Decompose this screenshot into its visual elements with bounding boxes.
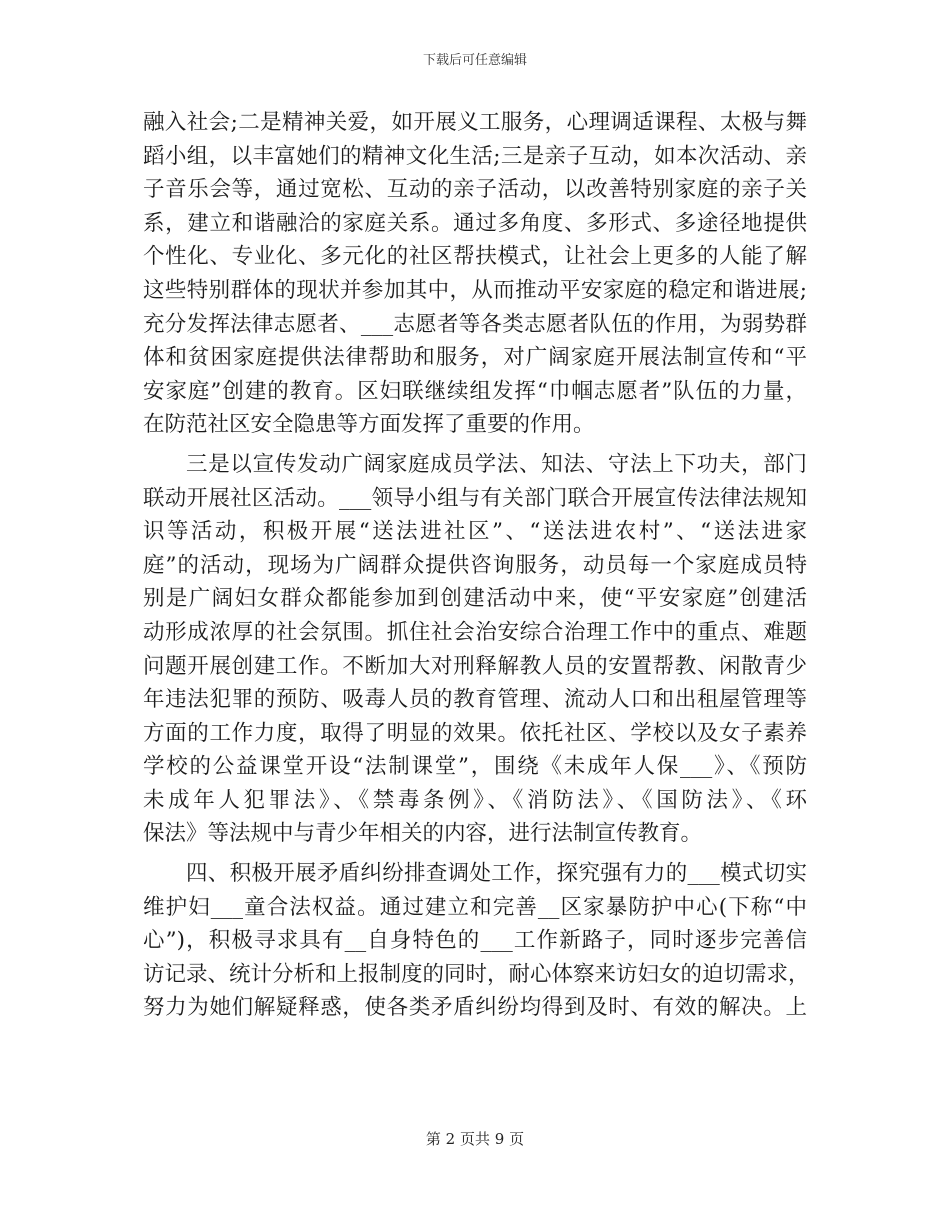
text-line: 联动开展社区活动。___领导小组与有关部门联合开展宣传法律法规知 [143,485,807,511]
text-line: 体和贫困家庭提供法律帮助和服务，对广阔家庭开展法制宣传和“平 [143,345,807,371]
text-line: 充分发挥法律志愿者、___志愿者等各类志愿者队伍的作用，为弱势群 [143,311,807,337]
text-line: 系，建立和谐融洽的家庭关系。通过多角度、多形式、多途径地提供 [143,210,807,236]
text-line: 维护妇___童合法权益。通过建立和完善__区家暴防护中心(下称“中 [143,894,807,920]
text-line: 融入社会;二是精神关爱，如开展义工服务，心理调适课程、太极与舞 [143,110,807,135]
text-line: 在防范社区安全隐患等方面发挥了重要的作用。 [143,412,595,438]
text-line: 保法》等法规中与青少年相关的内容，进行法制宣传教育。 [143,821,703,847]
text-line: 识等活动，积极开展“送法进社区”、“送法进农村”、“送法进家 [143,519,807,545]
text-line: 访记录、统计分析和上报制度的同时，耐心体察来访妇女的迫切需求， [143,961,810,987]
page-footer: 第 2 页共 9 页 [425,1130,525,1148]
text-line: 三是以宣传发动广阔家庭成员学法、知法、守法上下功夫，部门 [186,451,807,477]
text-line: 子音乐会等，通过宽松、互动的亲子活动，以改善特别家庭的亲子关 [143,177,807,203]
text-line: 学校的公益课堂开设“法制课堂”，围绕《未成年人保___》、《预防 [143,754,807,780]
paragraph-2 [143,448,807,851]
text-line: 庭”的活动，现场为广阔群众提供咨询服务，动员每一个家庭成员特 [143,552,807,578]
text-line: 年违法犯罪的预防、吸毒人员的教育管理、流动人口和出租屋管理等 [143,687,807,713]
page-header: 下载后可任意编辑 [422,53,527,68]
text-line: 四、积极开展矛盾纠纷排查调处工作，探究强有力的___模式切实 [186,861,807,887]
text-line: 方面的工作力度，取得了明显的效果。依托社区、学校以及女子素养 [143,720,807,746]
text-line: 个性化、专业化、多元化的社区帮扶模式，让社会上更多的人能了解 [143,244,807,270]
text-line: 安家庭”创建的教育。区妇联继续组发挥“巾帼志愿者”队伍的力量， [143,378,807,404]
text-line: 动形成浓厚的社会氛围。抓住社会治安综合治理工作中的重点、难题 [143,619,807,645]
text-line: 问题开展创建工作。不断加大对刑释解教人员的安置帮教、闲散青少 [143,653,807,679]
paragraph-3 [143,857,810,1025]
paragraph-1 [143,106,807,442]
document-body [143,106,810,1025]
text-line: 努力为她们解疑释惑，使各类矛盾纠纷均得到及时、有效的解决。上 [143,995,807,1021]
text-line: 别是广阔妇女群众都能参加到创建活动中来，使“平安家庭”创建活 [143,586,807,612]
text-line: 这些特别群体的现状并参加其中，从而推动平安家庭的稳定和谐进展; [143,277,807,303]
text-line: 蹈小组，以丰富她们的精神文化生活;三是亲子互动，如本次活动、亲 [143,143,807,169]
text-line: 未成年人犯罪法》、《禁毒条例》、《消防法》、《国防法》、《环 [143,787,807,813]
text-line: 心”)，积极寻求具有__自身特色的___工作新路子，同时逐步完善信 [143,928,807,954]
